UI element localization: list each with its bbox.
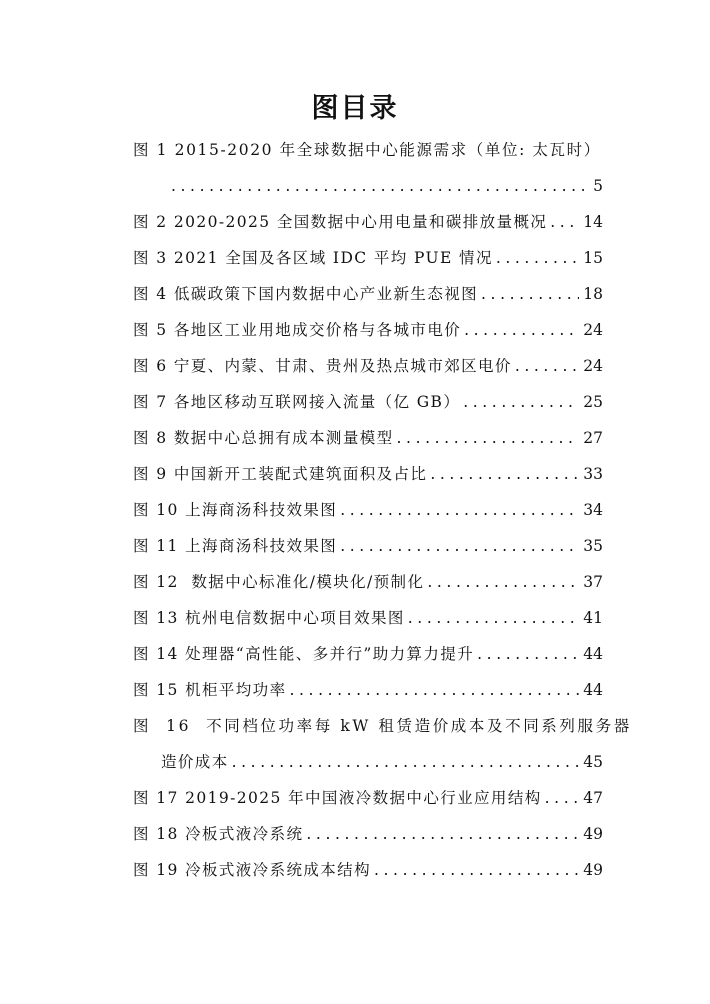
entry-page: 47 (583, 789, 603, 807)
entry-page: 41 (583, 609, 603, 627)
entry-page: 24 (583, 321, 603, 339)
entry-label: 图 14 处理器“高性能、多并行”助力算力提升 (133, 645, 475, 663)
entry-page: 14 (583, 213, 603, 231)
leader-dots (461, 317, 579, 343)
entry-label: 图 18 冷板式液冷系统 (133, 825, 304, 843)
list-item (168, 173, 603, 199)
leader-dots (493, 245, 579, 271)
entry-page: 33 (583, 465, 603, 483)
list-item (133, 641, 603, 667)
entry-label: 图 17 2019-2025 年中国液冷数据中心行业应用结构 (133, 789, 542, 807)
leader-dots (286, 677, 579, 703)
entry-page: 49 (583, 861, 603, 879)
entry-label: 图 3 2021 全国及各区域 IDC 平均 PUE 情况 (133, 249, 493, 267)
page-title: 图目录 (311, 93, 399, 124)
entry-page: 34 (583, 501, 603, 519)
leader-dots (229, 749, 580, 775)
leader-dots (303, 821, 579, 847)
list-item (133, 353, 603, 379)
entry-label: 图 4 低碳政策下国内数据中心产业新生态视图 (133, 285, 479, 303)
list-item (133, 425, 603, 451)
list-item (133, 389, 603, 415)
leader-dots (512, 353, 579, 379)
list-item (133, 497, 603, 523)
entry-page: 25 (583, 393, 603, 411)
list-item (133, 785, 603, 811)
leader-dots (424, 569, 579, 595)
leader-dots (474, 641, 579, 667)
entry-label: 图 12 数据中心标准化/模块化/预制化 (133, 573, 425, 591)
entry-page: 35 (583, 537, 603, 555)
list-item (133, 857, 603, 883)
leader-dots (547, 209, 579, 235)
list-item (133, 209, 603, 235)
list-item (133, 137, 603, 163)
list-item (133, 461, 603, 487)
entry-label: 图 11 上海商汤科技效果图 (133, 537, 338, 555)
list-item (133, 317, 603, 343)
entry-page: 18 (583, 285, 603, 303)
list-item (133, 569, 603, 595)
entry-label: 图 10 上海商汤科技效果图 (133, 501, 338, 519)
entry-page: 44 (583, 645, 603, 663)
entry-label: 图 7 各地区移动互联网接入流量（亿 GB） (133, 393, 461, 411)
leader-dots (337, 497, 579, 523)
entry-label: 图 19 冷板式液冷系统成本结构 (133, 861, 371, 879)
list-item (133, 245, 603, 271)
entry-label: 图 6 宁夏、内蒙、甘肃、贵州及热点城市郊区电价 (133, 357, 512, 375)
entry-page: 49 (583, 825, 603, 843)
list-item (161, 749, 603, 775)
entry-label: 图 15 机柜平均功率 (133, 681, 287, 699)
list-item (133, 281, 603, 307)
list-item (133, 677, 603, 703)
entry-page: 45 (583, 753, 603, 771)
leader-dots (405, 605, 579, 631)
entry-label: 图 9 中国新开工装配式建筑面积及占比 (133, 465, 428, 483)
leader-dots (542, 785, 580, 811)
entry-label: 图 5 各地区工业用地成交价格与各城市电价 (133, 321, 462, 339)
entry-page: 15 (583, 249, 603, 267)
leader-dots (394, 425, 580, 451)
entry-page: 5 (593, 177, 603, 195)
entry-label: 图 8 数据中心总拥有成本测量模型 (133, 429, 394, 447)
leader-dots (337, 533, 579, 559)
leader-dots (427, 461, 579, 487)
entry-label: 造价成本 (161, 753, 229, 771)
entry-page: 44 (583, 681, 603, 699)
entry-label: 图 2 2020-2025 全国数据中心用电量和碳排放量概况 (133, 213, 548, 231)
list-item (133, 713, 632, 739)
entry-page: 27 (583, 429, 603, 447)
leader-dots (371, 857, 579, 883)
list-item (133, 605, 603, 631)
entry-label: 图 1 2015-2020 年全球数据中心能源需求（单位: 太瓦时） (133, 141, 601, 159)
leader-dots (460, 389, 579, 415)
leader-dots (168, 173, 589, 199)
list-item (133, 533, 603, 559)
entry-page: 24 (583, 357, 603, 375)
entry-label: 图 13 杭州电信数据中心项目效果图 (133, 609, 405, 627)
leader-dots (478, 281, 579, 307)
list-item (133, 821, 603, 847)
entry-label: 图 16 不同档位功率每 kW 租赁造价成本及不同系列服务器 (133, 717, 632, 735)
entry-page: 37 (583, 573, 603, 591)
